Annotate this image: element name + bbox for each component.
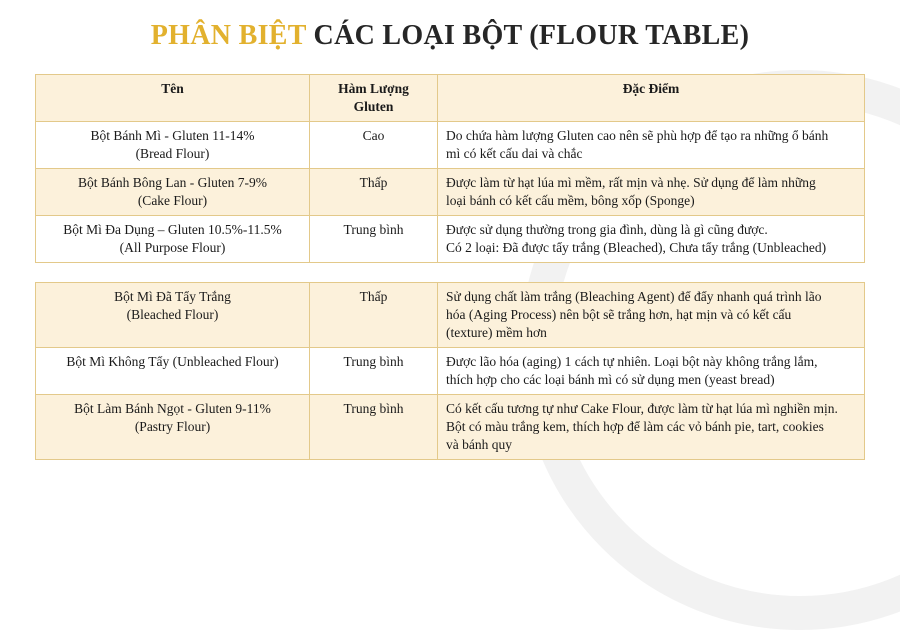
gluten-level-cell: Thấp — [310, 283, 438, 348]
title-highlight: PHÂN BIỆT — [150, 20, 307, 51]
flour-table-2 — [35, 282, 865, 460]
flour-name-line: Bột Bánh Mì - Gluten 11-14% — [90, 128, 255, 143]
description-cell — [438, 216, 865, 263]
flour-name-line: (Bleached Flour) — [126, 307, 219, 322]
flour-name-line: Bột Mì Đa Dụng – Gluten 10.5%-11.5% — [63, 222, 282, 237]
header-name: Tên — [36, 75, 310, 122]
title-main: CÁC LOẠI BỘT (FLOUR TABLE) — [313, 20, 750, 51]
description-line: và bánh quy — [446, 437, 512, 452]
table-row — [36, 169, 865, 216]
flour-name-line: (Bread Flour) — [135, 146, 210, 161]
description-line: mì có kết cấu dai và chắc — [446, 146, 583, 161]
description-line: Sử dụng chất làm trắng (Bleaching Agent) để đẩy nhanh quá trình lão — [446, 289, 822, 304]
flour-name-cell — [36, 395, 310, 460]
header-features: Đặc Điểm — [438, 75, 865, 122]
table-row — [36, 348, 865, 395]
description-cell — [438, 283, 865, 348]
description-line: hóa (Aging Process) nên bột sẽ trắng hơn, hạt mịn và có kết cấu — [446, 307, 792, 322]
description-line: Có kết cấu tương tự như Cake Flour, được làm từ hạt lúa mì nghiền mịn. — [446, 401, 838, 416]
flour-name-line: (All Purpose Flour) — [119, 240, 226, 255]
gluten-level-cell: Cao — [310, 122, 438, 169]
description-line: Được làm từ hạt lúa mì mềm, rất mịn và nhẹ. Sử dụng để làm những — [446, 175, 816, 190]
flour-name-cell — [36, 169, 310, 216]
description-cell — [438, 348, 865, 395]
flour-name-cell — [36, 348, 310, 395]
table-header-row — [36, 75, 865, 122]
description-cell — [438, 122, 865, 169]
flour-name-line: Bột Bánh Bông Lan - Gluten 7-9% — [78, 175, 267, 190]
description-line: loại bánh có kết cấu mềm, bông xốp (Sponge) — [446, 193, 695, 208]
table-row — [36, 283, 865, 348]
description-line: Do chứa hàm lượng Gluten cao nên sẽ phù hợp để tạo ra những ổ bánh — [446, 128, 829, 143]
description-line: Bột có màu trắng kem, thích hợp để làm các vỏ bánh pie, tart, cookies — [446, 419, 824, 434]
flour-name-line: (Cake Flour) — [137, 193, 208, 208]
flour-name-line: Bột Làm Bánh Ngọt - Gluten 9-11% — [74, 401, 271, 416]
flour-name-line: Bột Mì Không Tẩy (Unbleached Flour) — [66, 354, 279, 369]
flour-name-cell — [36, 216, 310, 263]
description-line: (texture) mềm hơn — [446, 325, 547, 340]
description-line: Được lão hóa (aging) 1 cách tự nhiên. Loại bột này không trắng lắm, — [446, 354, 818, 369]
gluten-level-cell: Thấp — [310, 169, 438, 216]
table-row — [36, 216, 865, 263]
description-line: thích hợp cho các loại bánh mì có sử dụng men (yeast bread) — [446, 372, 775, 387]
gluten-level-cell: Trung bình — [310, 395, 438, 460]
description-line: Được sử dụng thường trong gia đình, dùng là gì cũng được. — [446, 222, 768, 237]
gluten-level-cell: Trung bình — [310, 348, 438, 395]
gluten-level-cell: Trung bình — [310, 216, 438, 263]
description-cell — [438, 395, 865, 460]
table-row — [36, 395, 865, 460]
flour-name-line: (Pastry Flour) — [134, 419, 211, 434]
description-line: Có 2 loại: Đã được tẩy trắng (Bleached), Chưa tẩy trắng (Unbleached) — [446, 240, 827, 255]
page-title — [0, 20, 900, 52]
header-gluten: Hàm Lượng Gluten — [310, 75, 438, 122]
flour-name-cell — [36, 283, 310, 348]
flour-name-line: Bột Mì Đã Tẩy Trắng — [114, 289, 231, 304]
table-row — [36, 122, 865, 169]
flour-name-cell — [36, 122, 310, 169]
flour-table-1 — [35, 74, 865, 263]
description-cell — [438, 169, 865, 216]
